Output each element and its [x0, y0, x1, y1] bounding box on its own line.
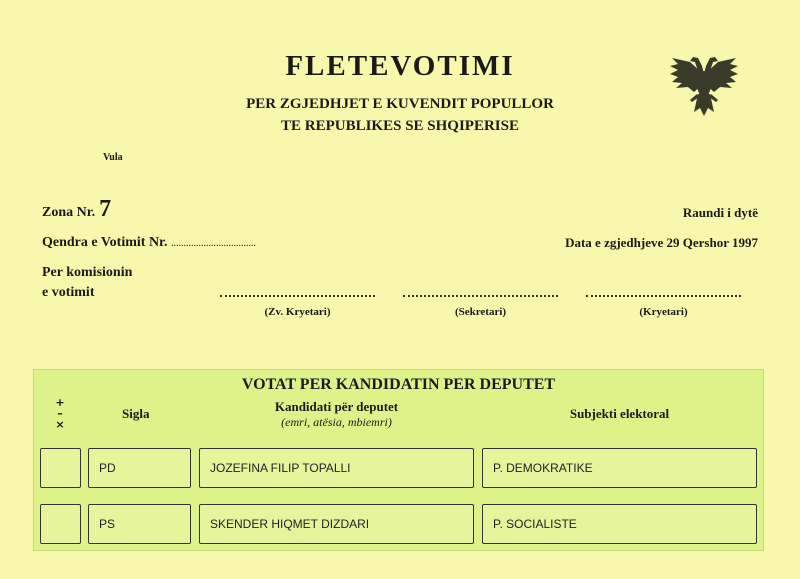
signature-line-chair	[586, 295, 741, 297]
zona-label: Zona Nr.	[42, 205, 96, 220]
column-header-candidate-sub: (emri, atësia, mbiemri)	[281, 415, 392, 429]
ballot-subtitle-line2: TE REPUBLIKES SE SHQIPERISE	[280, 118, 519, 134]
column-header-sigla: Sigla	[122, 406, 150, 421]
vote-checkbox-ps[interactable]	[40, 504, 81, 544]
column-header-candidate: Kandidati për deputet	[274, 399, 399, 414]
electoral-subject-cell: P. DEMOKRATIKE	[482, 448, 757, 488]
plus-symbol: +	[55, 396, 65, 409]
election-date: Data e zgjedhjeve 29 Qershor 1997	[565, 235, 758, 250]
electoral-subject-cell: P. SOCIALISTE	[482, 504, 757, 544]
minus-symbol: –	[57, 407, 63, 420]
signature-label-secretary: (Sekretari)	[454, 306, 507, 318]
signature-line-deputy-chair	[220, 295, 375, 297]
cross-symbol: ×	[55, 418, 65, 431]
polling-center-field	[42, 235, 256, 251]
zona-field	[42, 196, 111, 223]
ballot-title: FLETEVOTIMI	[285, 50, 515, 82]
signature-line-secretary	[403, 295, 558, 297]
vote-panel-title: VOTAT PER KANDIDATIN PER DEPUTET	[241, 376, 556, 393]
signature-label-chair: (Kryetari)	[639, 306, 688, 318]
vote-checkbox-pd[interactable]	[40, 448, 81, 488]
zona-number: 7	[99, 196, 112, 222]
signature-label-deputy-chair: (Zv. Kryetari)	[264, 306, 331, 318]
commission-label-line2: e votimit	[42, 285, 95, 300]
round-label: Raundi i dytë	[682, 205, 758, 220]
ballot-subtitle-line1: PER ZGJEDHJET E KUVENDIT POPULLOR	[246, 96, 554, 112]
candidate-name-cell: JOZEFINA FILIP TOPALLI	[199, 448, 474, 488]
stamp-label: Vula	[103, 152, 123, 163]
party-abbreviation-cell: PD	[88, 448, 191, 488]
candidate-name-cell: SKENDER HIQMET DIZDARI	[199, 504, 474, 544]
double-headed-eagle-icon	[668, 52, 740, 120]
party-abbreviation-cell: PS	[88, 504, 191, 544]
commission-label-line1: Per komisionin	[42, 265, 133, 280]
polling-center-blank: ..................................	[170, 238, 256, 249]
polling-center-label: Qendra e Votimit Nr.	[42, 235, 168, 250]
column-header-electoral-subject: Subjekti elektoral	[569, 406, 670, 421]
vote-mark-legend	[51, 397, 69, 430]
